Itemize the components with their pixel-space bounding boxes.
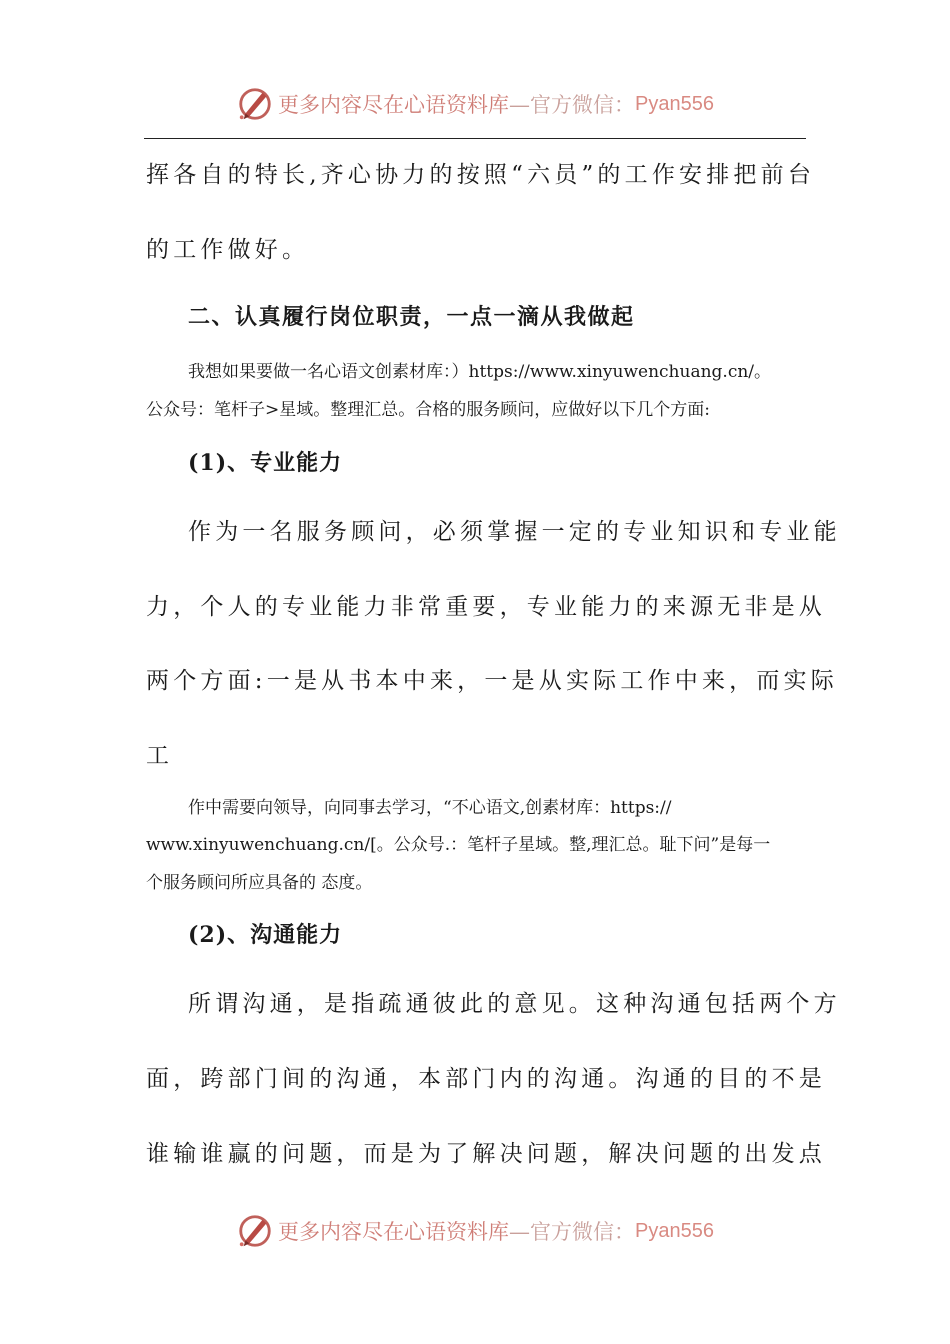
note-line: 个服务顾问所应具备的 态度。 — [146, 873, 373, 893]
banner-wechat-label: —官方微信： — [509, 1220, 636, 1244]
banner-site-name: 更多内容尽在心语资料库 — [278, 93, 510, 117]
page-footer-banner — [0, 1209, 950, 1253]
page-header-banner — [0, 82, 950, 126]
section-heading: 二、认真履行岗位职责，一点一滴从我做起 — [188, 304, 635, 330]
pen-logo-icon — [236, 1212, 274, 1250]
paragraph-line: 的工作做好。 — [146, 237, 310, 263]
header-divider — [144, 138, 806, 139]
subsection-heading: (2)、沟通能力 — [188, 922, 343, 948]
note-line: 我想如果要做一名心语文创素材库：）https://www.xinyuwenchuang.cn/。 — [188, 362, 772, 382]
paragraph-line: 工 — [146, 743, 174, 769]
subsection-heading: (1)、专业能力 — [188, 450, 343, 476]
paragraph-line: 面，跨部门间的沟通，本部门内的沟通。沟通的目的不是 — [146, 1066, 826, 1092]
paragraph-line: 作为一名服务顾问，必须掌握一定的专业知识和专业能 — [188, 519, 841, 545]
paragraph-line: 谁输谁赢的问题，而是为了解决问题，解决问题的出发点 — [146, 1141, 826, 1167]
note-line: www.xinyuwenchuang.cn/[。公众号.：笔杆子星域。整,理汇总。耻下问”是每一 — [146, 835, 771, 855]
banner-site-name: 更多内容尽在心语资料库 — [278, 1220, 510, 1244]
paragraph-line: 挥各自的特长,齐心协力的按照“六员”的工作安排把前台 — [146, 162, 816, 188]
paragraph-line: 两个方面:一是从书本中来，一是从实际工作中来，而实际 — [146, 668, 838, 694]
note-line: 公众号：笔杆子>星域。整理汇总。合格的服务顾问，应做好以下几个方面: — [146, 400, 710, 420]
pen-logo-icon — [236, 85, 274, 123]
paragraph-line: 所谓沟通，是指疏通彼此的意见。这种沟通包括两个方 — [188, 991, 841, 1017]
banner-wechat-id: Pyan556 — [635, 1219, 714, 1242]
banner-wechat-id: Pyan556 — [635, 92, 714, 115]
note-line: 作中需要向领导，向同事去学习，“不心语文,创素材库：https:// — [188, 798, 672, 818]
banner-wechat-label: —官方微信： — [509, 93, 636, 117]
paragraph-line: 力，个人的专业能力非常重要，专业能力的来源无非是从 — [146, 594, 826, 620]
